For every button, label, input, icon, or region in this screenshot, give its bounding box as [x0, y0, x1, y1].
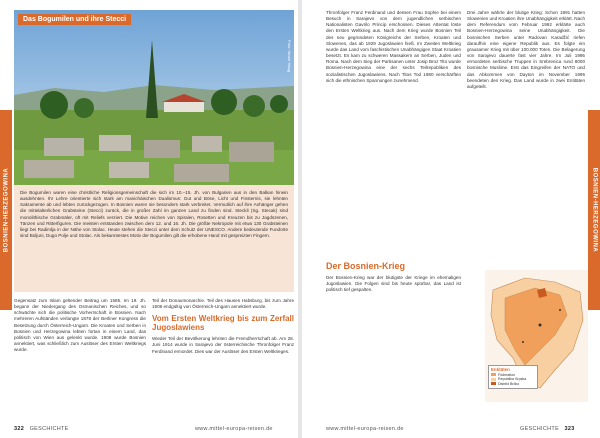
subhead-weltkrieg: Vom Ersten Weltkrieg bis zum Zerfall Jugoslawiens	[152, 314, 294, 333]
footer-url-left[interactable]: www.mittel-europa-reisen.de	[195, 426, 273, 432]
legend-item-federation: Föderation	[491, 373, 535, 378]
page-number-left: 322	[14, 426, 25, 432]
map-legend	[488, 365, 538, 389]
right-col-2	[467, 10, 585, 90]
page-number-right: 323	[564, 426, 575, 432]
left-col-1	[14, 298, 146, 353]
footer-url-right[interactable]: www.mittel-europa-reisen.de	[326, 426, 404, 432]
right-col-1b	[326, 275, 461, 293]
legend-title: Entitäten	[491, 367, 510, 372]
left-col-2	[152, 298, 294, 355]
footer-section-left: GESCHICHTE	[29, 426, 69, 432]
bosnien-krieg-section	[326, 258, 461, 293]
right-col-1-text: Thronfolger Franz Ferdinand und dessen Frau Sophie bei einem Besuch in Sarajevo von dem jugendlichen serbischen Nationalisten Gavrilo Princip erschossen. Dieses Attentat löste den Ersten Weltkrieg aus. Nach dem Krieg wurde Bosnien Teil des neu gegründeten Königreichs der Serben, Kroaten und Slowenen, das ab 1929 Jugoslawien hieß. Im Zweiten Weltkrieg wurde das Land vom faschistischen Unabhängigen Staat Kroatien besetzt. Es kam zu schweren Massakern an Serben, Juden und Roma. Nach dem Sieg der Partisanen unter Josip Broz Tito wurde Bosnien-Herzegowina eine der sechs Teilrepubliken des sozialistischen Jugoslawiens. Nach Titos Tod 1980 verschärften sich die ethnischen Spannungen zunehmend.	[326, 10, 461, 83]
right-col-1b-text: Der Bosnien-Krieg war der blutigste der Kriege im ehemaligen Jugoslawien. Die Folgen sind bis heute spürbar, das Land ist politisch tief gespalten.	[326, 275, 461, 293]
section-tab-left: BOSNIEN-HERZEGOWINA	[0, 110, 12, 310]
footer-section-right: GESCHICHTE	[520, 426, 560, 432]
section-tab-right: BOSNIEN-HERZEGOWINA	[588, 110, 600, 310]
stecci-landscape-image	[14, 10, 294, 185]
left-page	[0, 0, 298, 438]
photo-title: Das Bogumilen und ihre Stecci	[18, 14, 131, 25]
right-col-1	[326, 10, 461, 84]
caption-text: Die Bogumilen waren eine christliche Religionsgemeinschaft die sich im 10.–15. Jh. von Bulgarien aus in den Balkan hinein ausdehnten. Ihr Lehre orientierte sich stark am manichäischen Dualismus: Gut und Böse, Licht und Finsternis, sie lehnten Sakramente ab und lebten zurückgezogen. In Bosnien waren sie besonders stark verbreitet. Vermutlich auf ihre Anhänger gehen die mittelalterlichen Grabsteine (Stecci) zurück, die in großer Zahl im ganzen Land zu finden sind. Steckli (Sg. Stecak) sind monolithische Grabmäler, oft mit Reliefs verziert. Die Motive reichen von Spiralen, Rosetten und Kreuzen bis zu Jagdszenen, Tänzen und Ritterfiguren. Die meisten entstanden zwischen dem 12. und 16. Jh. Die größte Nekropole mit etwa 130 Grabsteinen liegt bei Radimlja in der Nähe von Stolac. Heute stehen die Stecci unter dem Schutz der UNESCO. Andere bedeutende Fundorte sind Boljuni, Dugo Polje und Stolac. Als bekanntestes Motiv der Bogumilen gilt die erhobene Hand mit gespreizten Fingern.	[20, 190, 288, 239]
photo-credit: Foto: Nicole Haug	[287, 40, 292, 73]
footer-left	[14, 426, 69, 432]
subhead-bosnien-krieg: Der Bosnien-Krieg	[326, 261, 406, 271]
legend-item-brcko: Distrikt Brčko	[491, 382, 535, 387]
left-col-2a-text: Teil der Donaumonarchie. Teil des Hauses Habsburg, bis zum Jahre 1908 endgültig von Österreich-Ungarn annektiert wurde.	[152, 298, 294, 310]
legend-item-republika-srpska: Republika Srpska	[491, 377, 535, 382]
stecci-photo	[14, 10, 294, 185]
right-col-2-text: Drei Jahre währte der blutige Krieg: Schon 1991 hatten Slowenien und Kroatien ihre Unabhängigkeit erklärt. Nach dem Referendum vom Februar 1992 erklärte auch Bosnien-Herzegowina seine Unabhängigkeit. Die bosnischen Serben unter Radovan Karadžić riefen daraufhin eine eigene Republik aus. Es folgte ein grausamer Krieg mit über 100.000 Toten. Die Belagerung von Sarajevo dauerte fast vier Jahre. Im Juli 1995 ermordeten serbische Truppen in Srebrenica rund 8000 bosnische Muslime. Erst das Eingreifen der NATO und das Abkommen von Dayton im November 1995 beendeten den Krieg. Das Land wurde in zwei Entitäten aufgeteilt.	[467, 10, 585, 89]
caption-box	[14, 185, 294, 292]
left-col-1-text: Gegensatz zum Islam geltender Beitrag um 1585. Im 19. Jh. begann der Niedergang des Osmanischen Reiches, und so schwächte sich die politische Vorherrschaft in Bosnien. Nach mehreren Aufständen verlangte 1878 der Berliner Kongress die Besetzung durch Österreich-Ungarn. Die Kroaten und Serben in Bosnien und Herzegowina lebten fortan in einem Land, das politisch von Wien aus gelenkt wurde. 1908 wurde Bosnien annektiert, was schließlich zum Auslöser des Ersten Weltkriegs wurde.	[14, 298, 146, 353]
left-col-2b-text: Wieder Teil der Bevölkerung lehnten die Fremdherrschaft ab. Am 28. Juni 1914 wurde in Sarajevo der österreichische Thronfolger Franz Ferdinand ermordet. Dies war der Auslöser des Ersten Weltkrieges.	[152, 336, 294, 354]
footer-right	[520, 426, 575, 432]
